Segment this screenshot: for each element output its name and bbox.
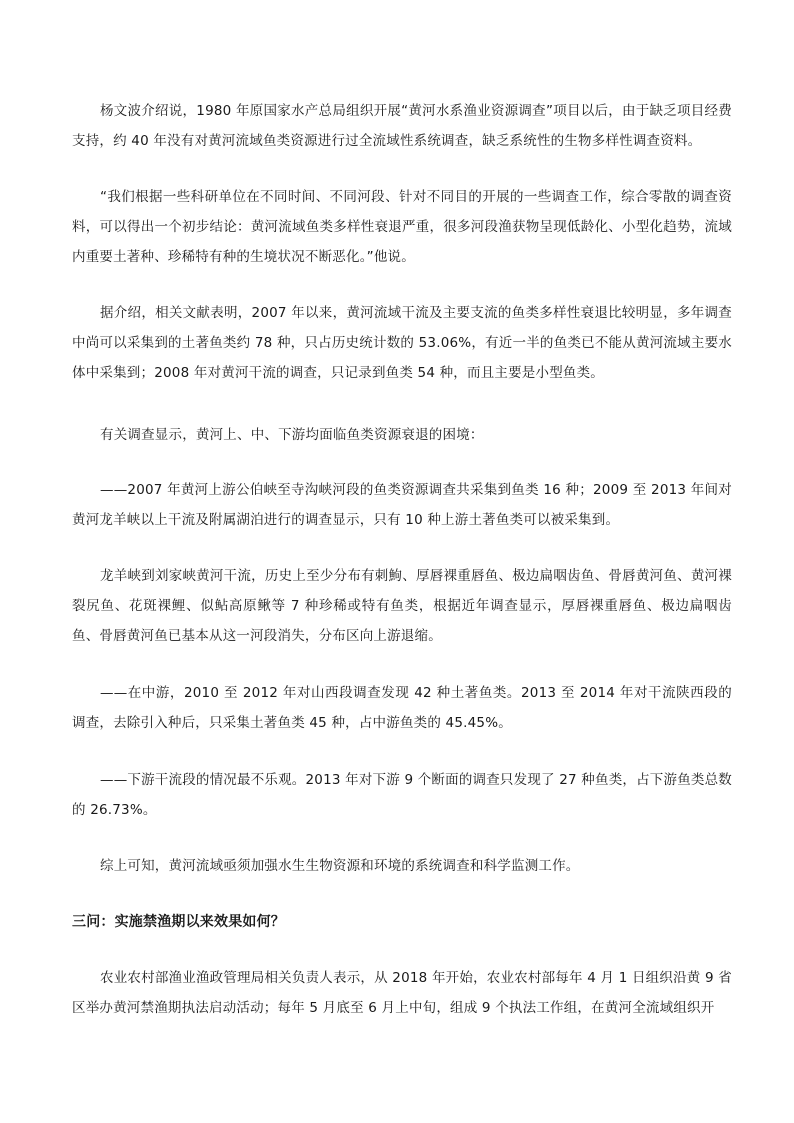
paragraph-longyangxia: 龙羊峡到刘家峡黄河干流，历史上至少分布有刺鮈、厚唇裸重唇鱼、极边扁咽齿鱼、骨唇黄河鱼、黄河裸裂尻鱼、花斑裸鲤、似鲇高原鳅等 7 种珍稀或特有鱼类，根据近年调查显示，厚唇裸重唇鱼、极边扁咽齿鱼、骨唇黄河鱼已基本从这一河段消失，分布区向上游退缩。 xyxy=(72,568,732,644)
paragraph-closing: 农业农村部渔业渔政管理局相关负责人表示，从 2018 年开始，农业农村部每年 4 月 1 日组织沿黄 9 省区举办黄河禁渔期执法启动活动；每年 5 月底至 6 月上中旬，组成 9 个执法工作组，在黄河全流域组织开 xyxy=(72,970,732,1016)
section-heading: 三问：实施禁渔期以来效果如何？ xyxy=(72,914,285,930)
paragraph-survey-intro: 有关调查显示，黄河上、中、下游均面临鱼类资源衰退的困境： xyxy=(100,427,484,443)
paragraph-survey-history: 杨文波介绍说，1980 年原国家水产总局组织开展“黄河水系渔业资源调查”项目以后，由于缺乏项目经费支持，约 40 年没有对黄河流域鱼类资源进行过全流域性系统调查，缺乏系统性的生物多样性调查资料。 xyxy=(72,103,732,149)
paragraph-downstream: ——下游干流段的情况最不乐观。2013 年对下游 9 个断面的调查只发现了 27 种鱼类，占下游鱼类总数的 26.73%。 xyxy=(72,772,732,818)
paragraph-conclusion: 综上可知，黄河流域亟须加强水生生物资源和环境的系统调查和科学监测工作。 xyxy=(100,858,580,874)
paragraph-upstream: ——2007 年黄河上游公伯峡至寺沟峡河段的鱼类资源调查共采集到鱼类 16 种；2009 至 2013 年间对黄河龙羊峡以上干流及附属湖泊进行的调查显示，只有 10 种上游土著鱼类可以被采集到。 xyxy=(72,482,732,528)
paragraph-quote: “我们根据一些科研单位在不同时间、不同河段、针对不同目的开展的一些调查工作，综合零散的调查资料，可以得出一个初步结论：黄河流域鱼类多样性衰退严重，很多河段渔获物呈现低龄化、小型化趋势，流域内重要土著种、珍稀特有种的生境状况不断恶化。”他说。 xyxy=(72,189,732,265)
paragraph-midstream: ——在中游，2010 至 2012 年对山西段调查发现 42 种土著鱼类。2013 至 2014 年对干流陕西段的调查，去除引入种后，只采集土著鱼类 45 种，占中游鱼类的 45.45%。 xyxy=(72,685,732,731)
paragraph-literature: 据介绍，相关文献表明，2007 年以来，黄河流域干流及主要支流的鱼类多样性衰退比较明显，多年调查中尚可以采集到的土著鱼类约 78 种，只占历史统计数的 53.06%，有近一半的鱼类已不能从黄河流域主要水体中采集到；2008 年对黄河干流的调查，只记录到鱼类 54 种，而且主要是小型鱼类。 xyxy=(72,305,732,381)
